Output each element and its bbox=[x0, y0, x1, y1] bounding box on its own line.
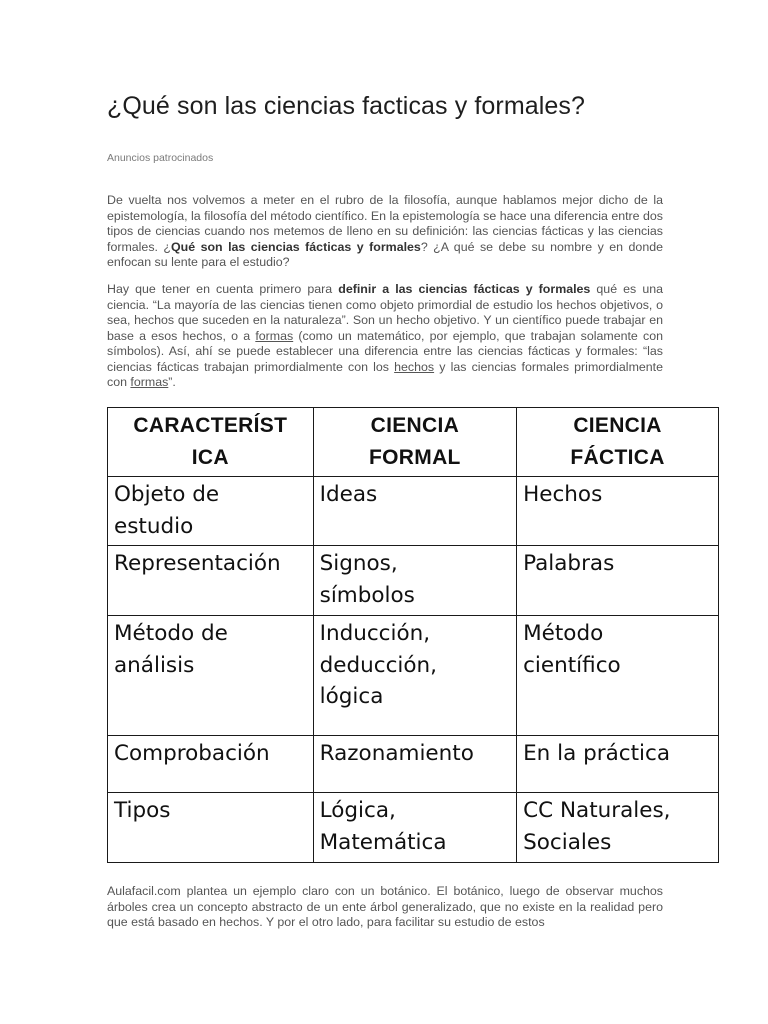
table-row bbox=[108, 477, 719, 546]
table-cell: Método de análisis bbox=[108, 616, 314, 736]
page-title: ¿Qué son las ciencias facticas y formales? bbox=[107, 92, 586, 120]
p1-text-2: ? ¿A qué se debe su nombre y en donde enfocan su lente para el estudio? bbox=[107, 239, 663, 269]
table-cell: Lógica, Matemática bbox=[313, 793, 516, 863]
link-formas-1[interactable]: formas bbox=[255, 328, 294, 343]
p2-text-3: (como un matemático, por ejemplo, que trabajan solamente con símbolos). Así, ahí se puede establecer una diferencia entre las ciencias fácticas y formales: “las ciencias fácticas trabajan primordialmente con los bbox=[107, 328, 663, 374]
link-formas-2[interactable]: formas bbox=[130, 375, 169, 389]
table-cell: Tipos bbox=[108, 793, 314, 863]
table-row bbox=[108, 736, 719, 793]
paragraph-1 bbox=[107, 193, 663, 271]
table-cell: Palabras bbox=[517, 546, 719, 616]
paragraph-2 bbox=[107, 282, 663, 391]
p1-bold-1: Qué son las ciencias fácticas y formales bbox=[171, 239, 421, 254]
link-hechos[interactable]: hechos bbox=[394, 359, 435, 374]
header-ciencia-formal: CIENCIA FORMAL bbox=[313, 408, 516, 477]
header-ciencia-factica: CIENCIA FÁCTICA bbox=[517, 408, 719, 477]
p2-bold-1: definir a las ciencias fácticas y formales bbox=[338, 282, 591, 296]
p2-text-4: y las ciencias formales primordialmente con bbox=[107, 359, 664, 389]
comparison-table bbox=[107, 407, 719, 863]
sponsored-label: Anuncios patrocinados bbox=[107, 152, 214, 164]
table-cell: Signos, símbolos bbox=[313, 546, 516, 616]
table-cell: CC Naturales, Sociales bbox=[517, 793, 719, 863]
table-cell: Método científico bbox=[517, 616, 719, 736]
header-caracteristica: CARACTERÍST ICA bbox=[108, 408, 314, 477]
table-cell: Objeto de estudio bbox=[108, 477, 314, 546]
table-cell: Representación bbox=[108, 546, 314, 616]
p2-text-2: qué es una ciencia. “La mayoría de las ciencias tienen como objeto primordial de estudio los hechos objetivos, o sea, hechos que suceden en la naturaleza”. Son un hecho objetivo. Y un científico puede trabajar en base a esos hechos, o a bbox=[107, 282, 663, 343]
table-cell: Comprobación bbox=[108, 736, 314, 793]
table-row bbox=[108, 793, 719, 863]
table-cell: Razonamiento bbox=[313, 736, 516, 793]
table-cell: Ideas bbox=[313, 477, 516, 546]
p1-text-1: De vuelta nos volvemos a meter en el rubro de la filosofía, aunque hablamos mejor dicho de la epistemología, la filosofía del método científico. En la epistemología se hace una diferencia entre dos tipos de ciencias cuando nos metemos de lleno en su definición: las ciencias fácticas y las ciencias formales. ¿ bbox=[107, 193, 663, 254]
p2-text-5: ”. bbox=[168, 375, 176, 389]
table-cell: Hechos bbox=[517, 477, 719, 546]
table-header-row bbox=[108, 408, 719, 477]
table-cell: Inducción, deducción, lógica bbox=[313, 616, 516, 736]
table-row bbox=[108, 616, 719, 736]
paragraph-3: Aulafacil.com plantea un ejemplo claro con un botánico. El botánico, luego de observar muchos árboles crea un concepto abstracto de un ente árbol generalizado, que no existe en la realidad pero que está basado en hechos. Y por el otro lado, para facilitar su estudio de estos bbox=[107, 884, 663, 929]
table-cell: En la práctica bbox=[517, 736, 719, 793]
p2-text-1: Hay que tener en cuenta primero para bbox=[107, 282, 339, 296]
table-row bbox=[108, 546, 719, 616]
